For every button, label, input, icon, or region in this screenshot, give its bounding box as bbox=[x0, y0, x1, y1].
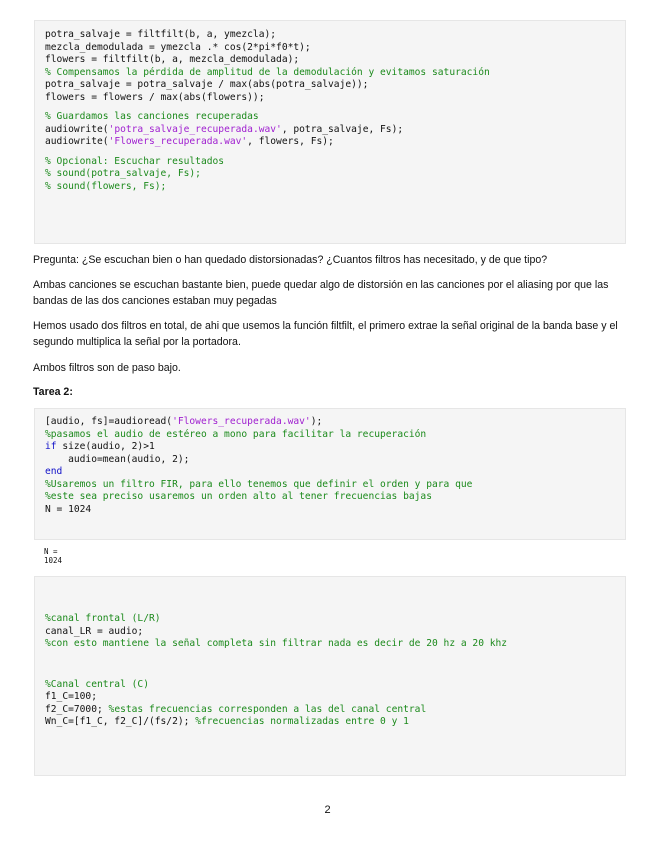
code-line: N = 1024 bbox=[45, 503, 92, 515]
code-comment: % sound(potra_salvaje, Fs); bbox=[45, 168, 201, 179]
code-line: f2_C=7000; %estas frecuencias corresponden a las del canal central bbox=[45, 703, 427, 715]
code-block-2 bbox=[34, 408, 626, 540]
code-line: audiowrite('Flowers_recuperada.wav', flowers, Fs); bbox=[45, 136, 334, 147]
code-line: potra_salvaje = potra_salvaje / max(abs(potra_salvaje)); bbox=[45, 79, 369, 90]
code-comment: %con esto mantiene la señal completa sin filtrar nada es decir de 20 hz a 20 khz bbox=[45, 638, 508, 649]
code-block-1 bbox=[34, 20, 626, 244]
code-comment: % sound(flowers, Fs); bbox=[45, 180, 167, 192]
code-string: 'Flowers_recuperada.wav' bbox=[108, 136, 248, 147]
code-comment: %Canal central (C) bbox=[45, 678, 149, 690]
code-comment: %estas frecuencias corresponden a las del canal central bbox=[108, 703, 427, 715]
code-line: audio=mean(audio, 2); bbox=[45, 453, 190, 465]
code-comment: %pasamos el audio de estéreo a mono para facilitar la recuperación bbox=[45, 428, 427, 440]
code-output: N = 1024 bbox=[44, 547, 63, 565]
code-line: f1_C=100; bbox=[45, 691, 97, 702]
code-comment: % Opcional: Escuchar resultados bbox=[45, 155, 225, 167]
answer-paragraph-1: Ambas canciones se escuchan bastante bien, puede quedar algo de distorsión en las canciones por el aliasing por que las bandas de las dos canciones estaban muy pegadas bbox=[33, 279, 609, 307]
code-comment: %este sea preciso usaremos un orden alto al tener frecuencias bajas bbox=[45, 491, 432, 502]
code-keyword: if bbox=[45, 441, 57, 452]
page-number: 2 bbox=[324, 804, 331, 816]
code-comment: % Guardamos las canciones recuperadas bbox=[45, 111, 259, 122]
code-comment: % Compensamos la pérdida de amplitud de la demodulación y evitamos saturación bbox=[45, 66, 490, 78]
code-string: 'potra_salvaje_recuperada.wav' bbox=[108, 123, 282, 135]
code-line: flowers = filtfilt(b, a, mezcla_demodulada); bbox=[45, 54, 300, 65]
code-line: mezcla_demodulada = ymezcla .* cos(2*pi*f0*t); bbox=[45, 41, 311, 53]
code-string: 'Flowers_recuperada.wav' bbox=[172, 416, 311, 427]
code-block-3 bbox=[34, 576, 626, 776]
code-comment: %canal frontal (L/R) bbox=[45, 613, 161, 624]
code-line: Wn_C=[f1_C, f2_C]/(fs/2); %frecuencias normalizadas entre 0 y 1 bbox=[45, 716, 409, 727]
code-comment: %frecuencias normalizadas entre 0 y 1 bbox=[195, 716, 409, 727]
code-comment: %Usaremos un filtro FIR, para ello tenemos que definir el orden y para que bbox=[45, 478, 473, 490]
answer-paragraph-2: Hemos usado dos filtros en total, de ahi que usemos la función filtfilt, el primero extrae la señal original de la banda base y el segundo multiplica la señal por la portadora. bbox=[33, 320, 618, 348]
answer-paragraph-3: Ambos filtros son de paso bajo. bbox=[33, 362, 181, 374]
code-line: canal_LR = audio; bbox=[45, 625, 144, 637]
code-line: [audio, fs]=audioread('Flowers_recuperada.wav'); bbox=[45, 416, 323, 427]
code-line: audiowrite('potra_salvaje_recuperada.wav', potra_salvaje, Fs); bbox=[45, 123, 404, 135]
question-text: Pregunta: ¿Se escuchan bien o han quedado distorsionadas? ¿Cuantos filtros has necesitado, y de que tipo? bbox=[33, 254, 548, 266]
code-line: if size(audio, 2)>1 bbox=[45, 441, 155, 452]
code-line: flowers = flowers / max(abs(flowers)); bbox=[45, 91, 265, 103]
code-line: potra_salvaje = filtfilt(b, a, ymezcla); bbox=[45, 29, 277, 40]
code-keyword: end bbox=[45, 466, 63, 477]
section-heading: Tarea 2: bbox=[33, 386, 73, 398]
